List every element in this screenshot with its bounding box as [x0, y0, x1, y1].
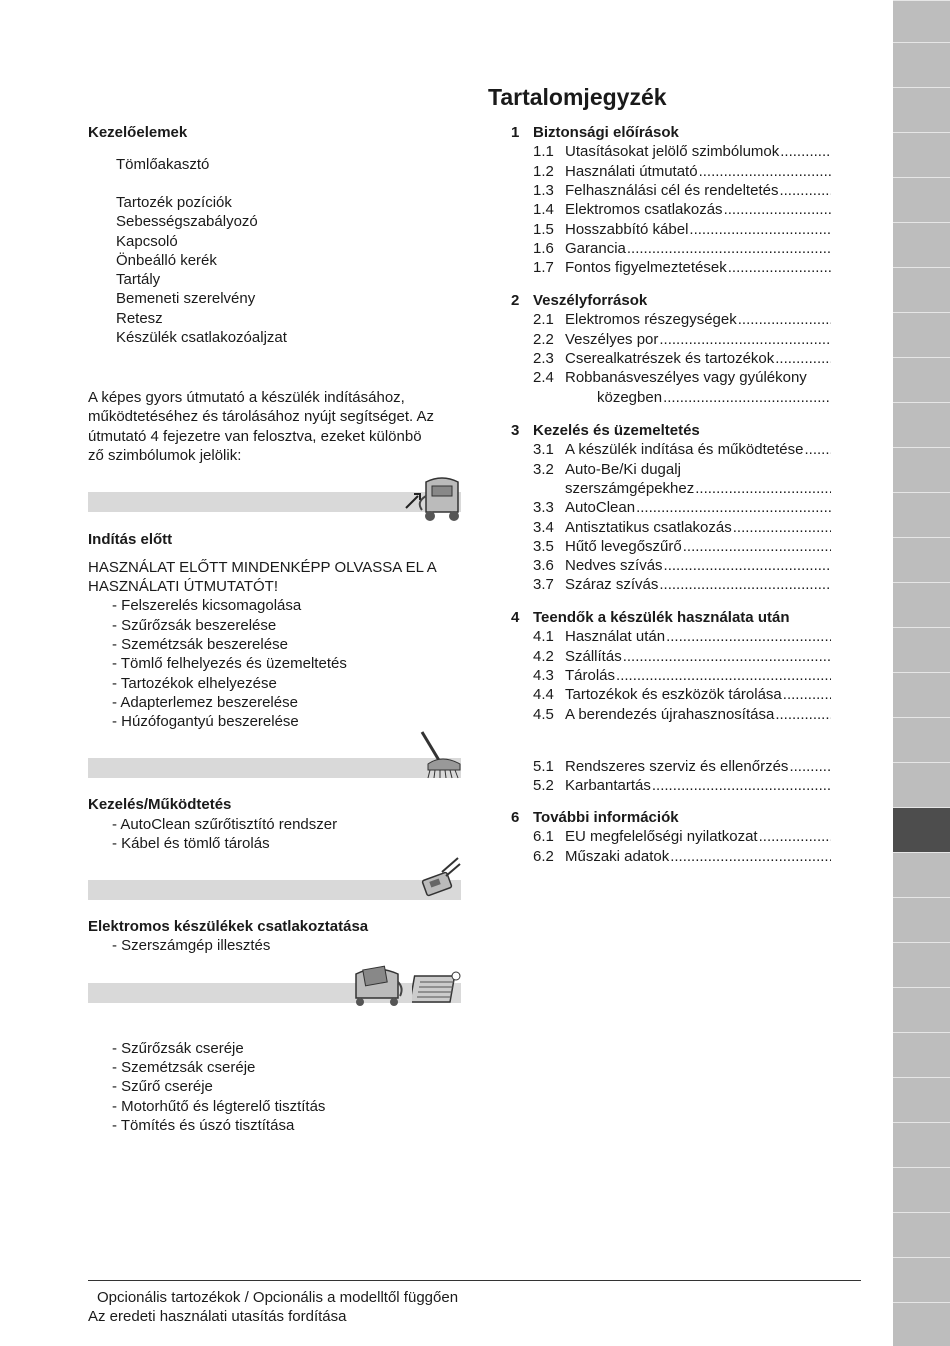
list-item: Sebességszabályozó [116, 213, 258, 230]
toc-entry[interactable] [533, 350, 831, 367]
toc-entry[interactable] [533, 331, 831, 348]
chapter-tab-active [893, 807, 950, 852]
toc-entry[interactable] [533, 499, 831, 516]
toc-section-number: 1 [511, 124, 520, 141]
toc-entry-continuation[interactable] [533, 389, 831, 406]
vacuum-open-icon [348, 960, 406, 1008]
list-item: Készülék csatlakozóaljzat [116, 329, 287, 346]
chapter-tab [893, 0, 950, 44]
toc-entry-number: 3.4 [533, 518, 554, 536]
chapter-tab [893, 1257, 950, 1301]
toc-entry-title: Száraz szívás [565, 576, 659, 594]
list-item: - Felszerelés kicsomagolása [112, 597, 302, 614]
toc-entry[interactable] [533, 557, 831, 574]
toc-entry-number: 3.7 [533, 576, 554, 594]
toc-entry[interactable] [533, 163, 831, 180]
toc-entry-title: Rendszeres szerviz és ellenőrzés [565, 758, 789, 775]
floor-brush-icon [416, 728, 464, 780]
chapter-tab-strip [893, 0, 950, 1346]
toc-entry-title: szerszámgépekhez [565, 479, 695, 497]
list-item: Tömlőakasztó [116, 156, 210, 173]
toc-entry-title: Szállítás [565, 647, 622, 665]
toc-entry-title: Auto-Be/Ki dugalj [565, 460, 681, 478]
toc-entry[interactable] [533, 259, 831, 276]
toc-entry[interactable] [533, 828, 831, 845]
intro-line: A képes gyors útmutató a készülék indításához, [88, 389, 405, 406]
section-bar [88, 758, 461, 778]
warning-line: HASZNÁLATI ÚTMUTATÓT! [88, 578, 278, 595]
footer-optional-note: Opcionális tartozékok / Opcionális a modelltől függően [97, 1289, 459, 1306]
toc-entry-number: 5.1 [533, 758, 554, 775]
list-item: - Húzófogantyú beszerelése [112, 713, 299, 730]
toc-entry-title: AutoClean [565, 499, 636, 517]
toc-entry-number: 4.3 [533, 666, 554, 684]
toc-entry[interactable] [533, 648, 831, 665]
toc-leader-dots [804, 441, 831, 458]
list-item: Bemeneti szerelvény [116, 290, 256, 307]
toc-leader-dots [683, 538, 831, 555]
toc-leader-dots [616, 667, 831, 684]
list-item: - Szemétzsák beszerelése [112, 636, 288, 653]
toc-leader-dots [724, 201, 831, 218]
toc-entry[interactable] [533, 628, 831, 645]
toc-entry-number: 4.4 [533, 686, 554, 704]
toc-entry-number: 1.1 [533, 143, 554, 161]
toc-entry-number: 3.1 [533, 441, 554, 459]
toc-leader-dots [759, 828, 831, 845]
chapter-tab [893, 87, 950, 131]
toc-entry-title: Robbanásveszélyes vagy gyúlékony [565, 369, 807, 387]
list-item: Önbeálló kerék [116, 252, 217, 269]
section-bar [88, 880, 461, 900]
toc-entry-title: EU megfelelőségi nyilatkozat [565, 828, 758, 846]
toc-entry-title: Tárolás [565, 666, 616, 684]
toc-entry-title: Használat után [565, 628, 666, 646]
toc-entry[interactable] [533, 240, 831, 257]
toc-leader-dots [666, 628, 831, 645]
toc-leader-dots [663, 389, 831, 406]
toc-leader-dots [664, 557, 831, 574]
toc-entry-title: Tartozékok és eszközök tárolása [565, 686, 782, 704]
list-item: Tartozék pozíciók [116, 194, 232, 211]
chapter-tab [893, 132, 950, 176]
toc-entry-title: Műszaki adatok [565, 847, 670, 865]
toc-leader-dots [659, 576, 831, 593]
intro-line: működtetéséhez és tárolásához nyújt segítséget. Az [88, 408, 435, 425]
list-item: - Tartozékok elhelyezése [112, 675, 277, 692]
toc-entry-title: Karbantartás [565, 777, 651, 795]
toc-entry-title: Garancia [565, 239, 626, 257]
toc-entry-continuation[interactable] [533, 480, 831, 497]
chapter-tab [893, 672, 950, 716]
toc-entry[interactable] [533, 519, 831, 536]
list-item: - Szűrőzsák beszerelése [112, 617, 277, 634]
toc-leader-dots [627, 240, 831, 257]
toc-leader-dots [775, 350, 831, 367]
chapter-tab [893, 1212, 950, 1256]
toc-leader-dots [699, 163, 831, 180]
toc-leader-dots [623, 648, 831, 665]
chapter-tab [893, 942, 950, 986]
intro-line: ző szimbólumok jelölik: [88, 447, 242, 464]
list-item: - Tömlő felhelyezés és üzemeltetés [112, 655, 347, 672]
toc-entry-title: Veszélyes por [565, 330, 659, 348]
toc-entry-title: Nedves szívás [565, 557, 663, 575]
toc-entry[interactable] [533, 576, 831, 593]
toc-entry-number: 1.4 [533, 201, 554, 219]
list-item: - Szűrő cseréje [112, 1078, 213, 1095]
toc-entry-title: A készülék indítása és működtetése [565, 441, 804, 459]
toc-entry-title: közegben [597, 388, 663, 406]
chapter-tab [893, 852, 950, 896]
vacuum-cleaner-icon [402, 472, 464, 524]
toc-entry[interactable] [533, 311, 831, 328]
toc-entry-title: Antisztatikus csatlakozás [565, 518, 732, 536]
toc-entry-number: 3.5 [533, 537, 554, 555]
toc-entry-number: 1.5 [533, 220, 554, 238]
chapter-tab [893, 402, 950, 446]
list-item: Tartály [116, 271, 161, 288]
toc-leader-dots [689, 221, 831, 238]
toc-section-title[interactable]: Veszélyforrások [533, 292, 648, 309]
toc-entry-number: 2.2 [533, 330, 554, 348]
list-item: - Szemétzsák cseréje [112, 1059, 256, 1076]
chapter-tab [893, 492, 950, 536]
chapter-tab [893, 447, 950, 491]
toc-leader-dots [636, 499, 831, 516]
toc-section-number: 4 [511, 609, 520, 626]
toc-leader-dots [728, 259, 831, 276]
chapter-tab [893, 357, 950, 401]
toc-entry-number: 2.1 [533, 311, 554, 329]
toc-entry-title: Elektromos csatlakozás [565, 201, 723, 219]
toc-leader-dots [695, 480, 831, 497]
toc-leader-dots [670, 848, 831, 865]
filter-icon [412, 968, 464, 1006]
toc-section-title[interactable]: Teendők a készülék használata után [533, 609, 790, 626]
toc-entry[interactable] [533, 848, 831, 865]
toc-entry-title: Felhasználási cél és rendeltetés [565, 181, 779, 199]
toc-leader-dots [789, 758, 831, 775]
chapter-tab [893, 897, 950, 941]
start-heading: Indítás előtt [88, 531, 173, 548]
toc-entry-number: 1.2 [533, 162, 554, 180]
list-item: Retesz [116, 310, 163, 327]
intro-line: útmutató 4 fejezetre van felosztva, ezeket különbö [88, 428, 422, 445]
chapter-tab [893, 1302, 950, 1346]
list-item: - Adapterlemez beszerelése [112, 694, 298, 711]
chapter-tab [893, 537, 950, 581]
toc-section-title[interactable]: Biztonsági előírások [533, 124, 679, 141]
page-title: Tartalomjegyzék [488, 84, 667, 110]
toc-leader-dots [652, 777, 831, 794]
toc-entry-title: Hosszabbító kábel [565, 220, 689, 238]
toc-entry[interactable] [533, 461, 831, 478]
chapter-tab [893, 762, 950, 806]
electric-heading: Elektromos készülékek csatlakoztatása [88, 918, 369, 935]
toc-entry-number: 1.3 [533, 181, 554, 199]
toc-entry[interactable] [533, 667, 831, 684]
list-item: Kapcsoló [116, 233, 178, 250]
chapter-tab [893, 1077, 950, 1121]
toc-entry-number: 6.2 [533, 847, 554, 865]
chapter-tab [893, 1167, 950, 1211]
list-item: - Kábel és tömlő tárolás [112, 835, 270, 852]
toc-entry[interactable] [533, 706, 831, 723]
toc-entry[interactable] [533, 758, 831, 775]
toc-leader-dots [780, 143, 831, 160]
power-plug-icon [418, 854, 464, 900]
toc-entry-indent [533, 389, 597, 406]
toc-entry-title: Használati útmutató [565, 162, 698, 180]
list-item: - AutoClean szűrőtisztító rendszer [112, 816, 338, 833]
toc-entry-number: 5.2 [533, 777, 554, 795]
controls-heading: Kezelőelemek [88, 124, 188, 141]
chapter-tab [893, 717, 950, 761]
toc-entry[interactable] [533, 221, 831, 238]
toc-entry-title: Elektromos részegységek [565, 311, 737, 329]
toc-leader-dots [779, 182, 831, 199]
toc-section-title[interactable]: Kezelés és üzemeltetés [533, 422, 700, 439]
toc-entry-title: Fontos figyelmeztetések [565, 259, 727, 277]
toc-entry[interactable] [533, 686, 831, 703]
chapter-tab [893, 267, 950, 311]
chapter-tab [893, 987, 950, 1031]
toc-section-title[interactable]: További információk [533, 809, 679, 826]
toc-entry[interactable] [533, 182, 831, 199]
toc-entry[interactable] [533, 538, 831, 555]
toc-section-number: 6 [511, 809, 520, 826]
toc-entry[interactable] [533, 143, 831, 160]
operation-heading: Kezelés/Működtetés [88, 796, 232, 813]
chapter-tab [893, 42, 950, 86]
toc-entry-number: 3.2 [533, 460, 554, 478]
chapter-tab [893, 582, 950, 626]
chapter-tab [893, 627, 950, 671]
warning-line: HASZNÁLAT ELŐTT MINDENKÉPP OLVASSA EL A [88, 559, 437, 576]
toc-leader-dots [733, 519, 831, 536]
toc-entry-number: 3.6 [533, 557, 554, 575]
toc-entry-number: 2.3 [533, 349, 554, 367]
toc-entry[interactable] [533, 369, 831, 386]
footer-translation-note: Az eredeti használati utasítás fordítása [88, 1308, 347, 1325]
footer-divider [88, 1280, 861, 1281]
toc-section-number: 3 [511, 422, 520, 439]
chapter-tab [893, 177, 950, 221]
toc-entry-number: 4.5 [533, 705, 554, 723]
toc-entry-number: 1.7 [533, 259, 554, 277]
list-item: - Motorhűtő és légterelő tisztítás [112, 1098, 326, 1115]
toc-entry-title: A berendezés újrahasznosítása [565, 705, 775, 723]
toc-entry[interactable] [533, 201, 831, 218]
toc-leader-dots [738, 311, 831, 328]
toc-entry-title: Cserealkatrészek és tartozékok [565, 349, 775, 367]
list-item: - Szűrőzsák cseréje [112, 1040, 244, 1057]
toc-leader-dots [659, 331, 831, 348]
toc-entry-indent [533, 480, 565, 497]
toc-section-number: 2 [511, 292, 520, 309]
list-item: - Tömítés és úszó tisztítása [112, 1117, 295, 1134]
toc-entry-number: 2.4 [533, 369, 554, 387]
toc-entry-number: 6.1 [533, 828, 554, 846]
chapter-tab [893, 222, 950, 266]
chapter-tab [893, 312, 950, 356]
toc-entry-number: 1.6 [533, 239, 554, 257]
chapter-tab [893, 1122, 950, 1166]
list-item: - Szerszámgép illesztés [112, 937, 271, 954]
toc-entry-title: Hűtő levegőszűrő [565, 537, 682, 555]
toc-leader-dots [682, 461, 831, 478]
toc-entry-title: Utasításokat jelölő szimbólumok [565, 143, 780, 161]
toc-entry-number: 4.1 [533, 628, 554, 646]
toc-entry[interactable] [533, 441, 831, 458]
toc-entry-number: 4.2 [533, 647, 554, 665]
toc-leader-dots [783, 686, 831, 703]
toc-leader-dots [808, 369, 831, 386]
chapter-tab [893, 1032, 950, 1076]
toc-leader-dots [775, 706, 831, 723]
toc-entry[interactable] [533, 777, 831, 794]
toc-entry-number: 3.3 [533, 499, 554, 517]
